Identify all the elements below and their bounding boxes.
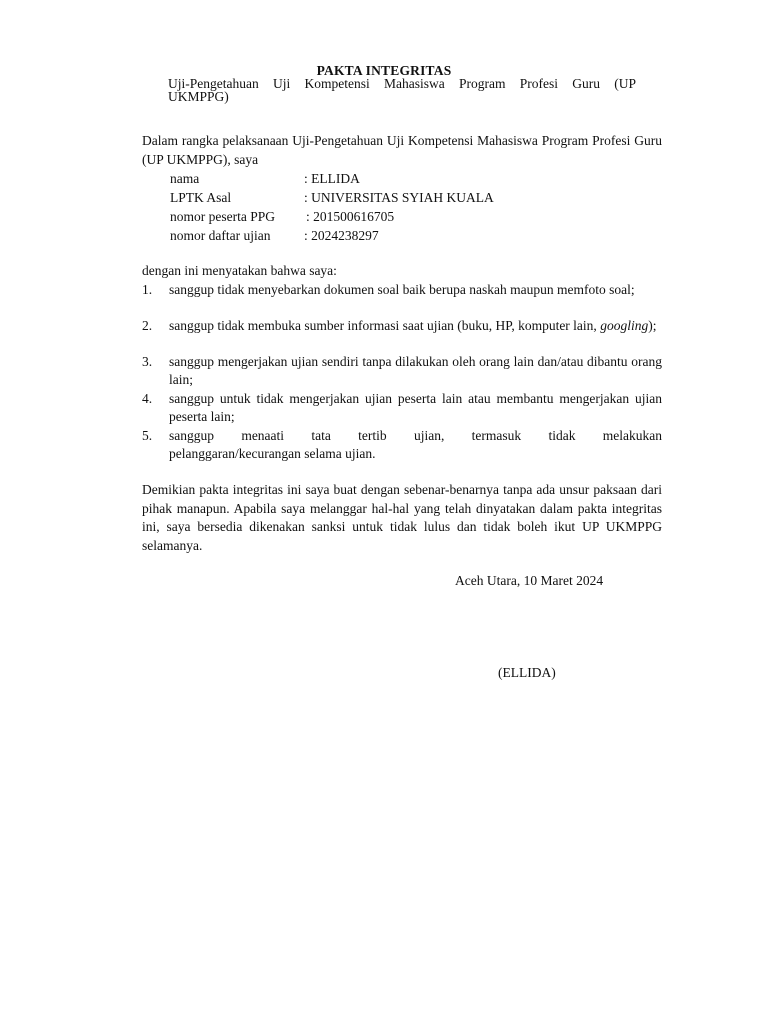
list-item-text-line2: pelanggaran/kecurangan selama ujian. [169, 446, 376, 461]
list-item-number: 2. [142, 318, 153, 333]
list-item-text-part: ); [648, 318, 657, 333]
list-item-text [169, 317, 662, 335]
field-lptk-asal [170, 188, 670, 207]
list-item-number: 1. [142, 282, 153, 297]
field-nama [170, 169, 670, 188]
closing-paragraph: Demikian pakta integritas ini saya buat dengan sebenar-benarnya tanpa ada unsur paksaan dari pihak manapun. Apabila saya melanggar hal-hal yang telah dinyatakan dalam pakta integritas ini, saya bersedia dikenakan sanksi untuk tidak lulus dan tidak boleh ikut UP UKMPPG selamanya. [142, 482, 662, 553]
document-title: PAKTA INTEGRITAS [316, 63, 452, 78]
field-value: : 201500616705 [306, 209, 395, 224]
list-item-number: 4. [142, 391, 153, 406]
field-value: : UNIVERSITAS SYIAH KUALA [304, 190, 494, 205]
intro-paragraph: Dalam rangka pelaksanaan Uji-Pengetahuan Uji Kompetensi Mahasiswa Program Profesi Guru (UP UKMPPG), saya [142, 133, 662, 167]
signature-name: (ELLIDA) [498, 665, 556, 680]
list-item-number: 5. [142, 428, 153, 443]
field-nomor-daftar [170, 226, 670, 245]
document-subtitle-line1: Uji-Pengetahuan Uji Kompetensi Mahasiswa Program Profesi Guru (UP [168, 76, 636, 91]
list-item-text: sanggup mengerjakan ujian sendiri tanpa dilakukan oleh orang lain dan/atau dibantu orang lain; [169, 354, 662, 387]
field-value: : ELLIDA [304, 171, 360, 186]
document-subtitle-line2: UKMPPG) [168, 89, 229, 104]
list-item-text: sanggup untuk tidak mengerjakan ujian peserta lain atau membantu mengerjakan ujian peserta lain; [169, 391, 662, 424]
field-label: nomor peserta PPG [170, 209, 275, 224]
list-item-text-line1: sanggup menaati tata tertib ujian, termasuk tidak melakukan [169, 428, 662, 443]
field-nomor-peserta [170, 207, 670, 226]
list-item-text-italic: googling [600, 318, 649, 333]
statement-intro: dengan ini menyatakan bahwa saya: [142, 263, 337, 278]
list-item-text-part: sanggup tidak membuka sumber informasi saat ujian (buku, HP, komputer lain, [169, 318, 601, 333]
field-label: nomor daftar ujian [170, 228, 271, 243]
list-item-text: sanggup tidak menyebarkan dokumen soal baik berupa naskah maupun memfoto soal; [169, 282, 635, 297]
list-item-number: 3. [142, 354, 153, 369]
field-label: nama [170, 171, 200, 186]
field-label: LPTK Asal [170, 190, 232, 205]
field-value: : 2024238297 [304, 228, 379, 243]
place-date: Aceh Utara, 10 Maret 2024 [455, 573, 604, 588]
